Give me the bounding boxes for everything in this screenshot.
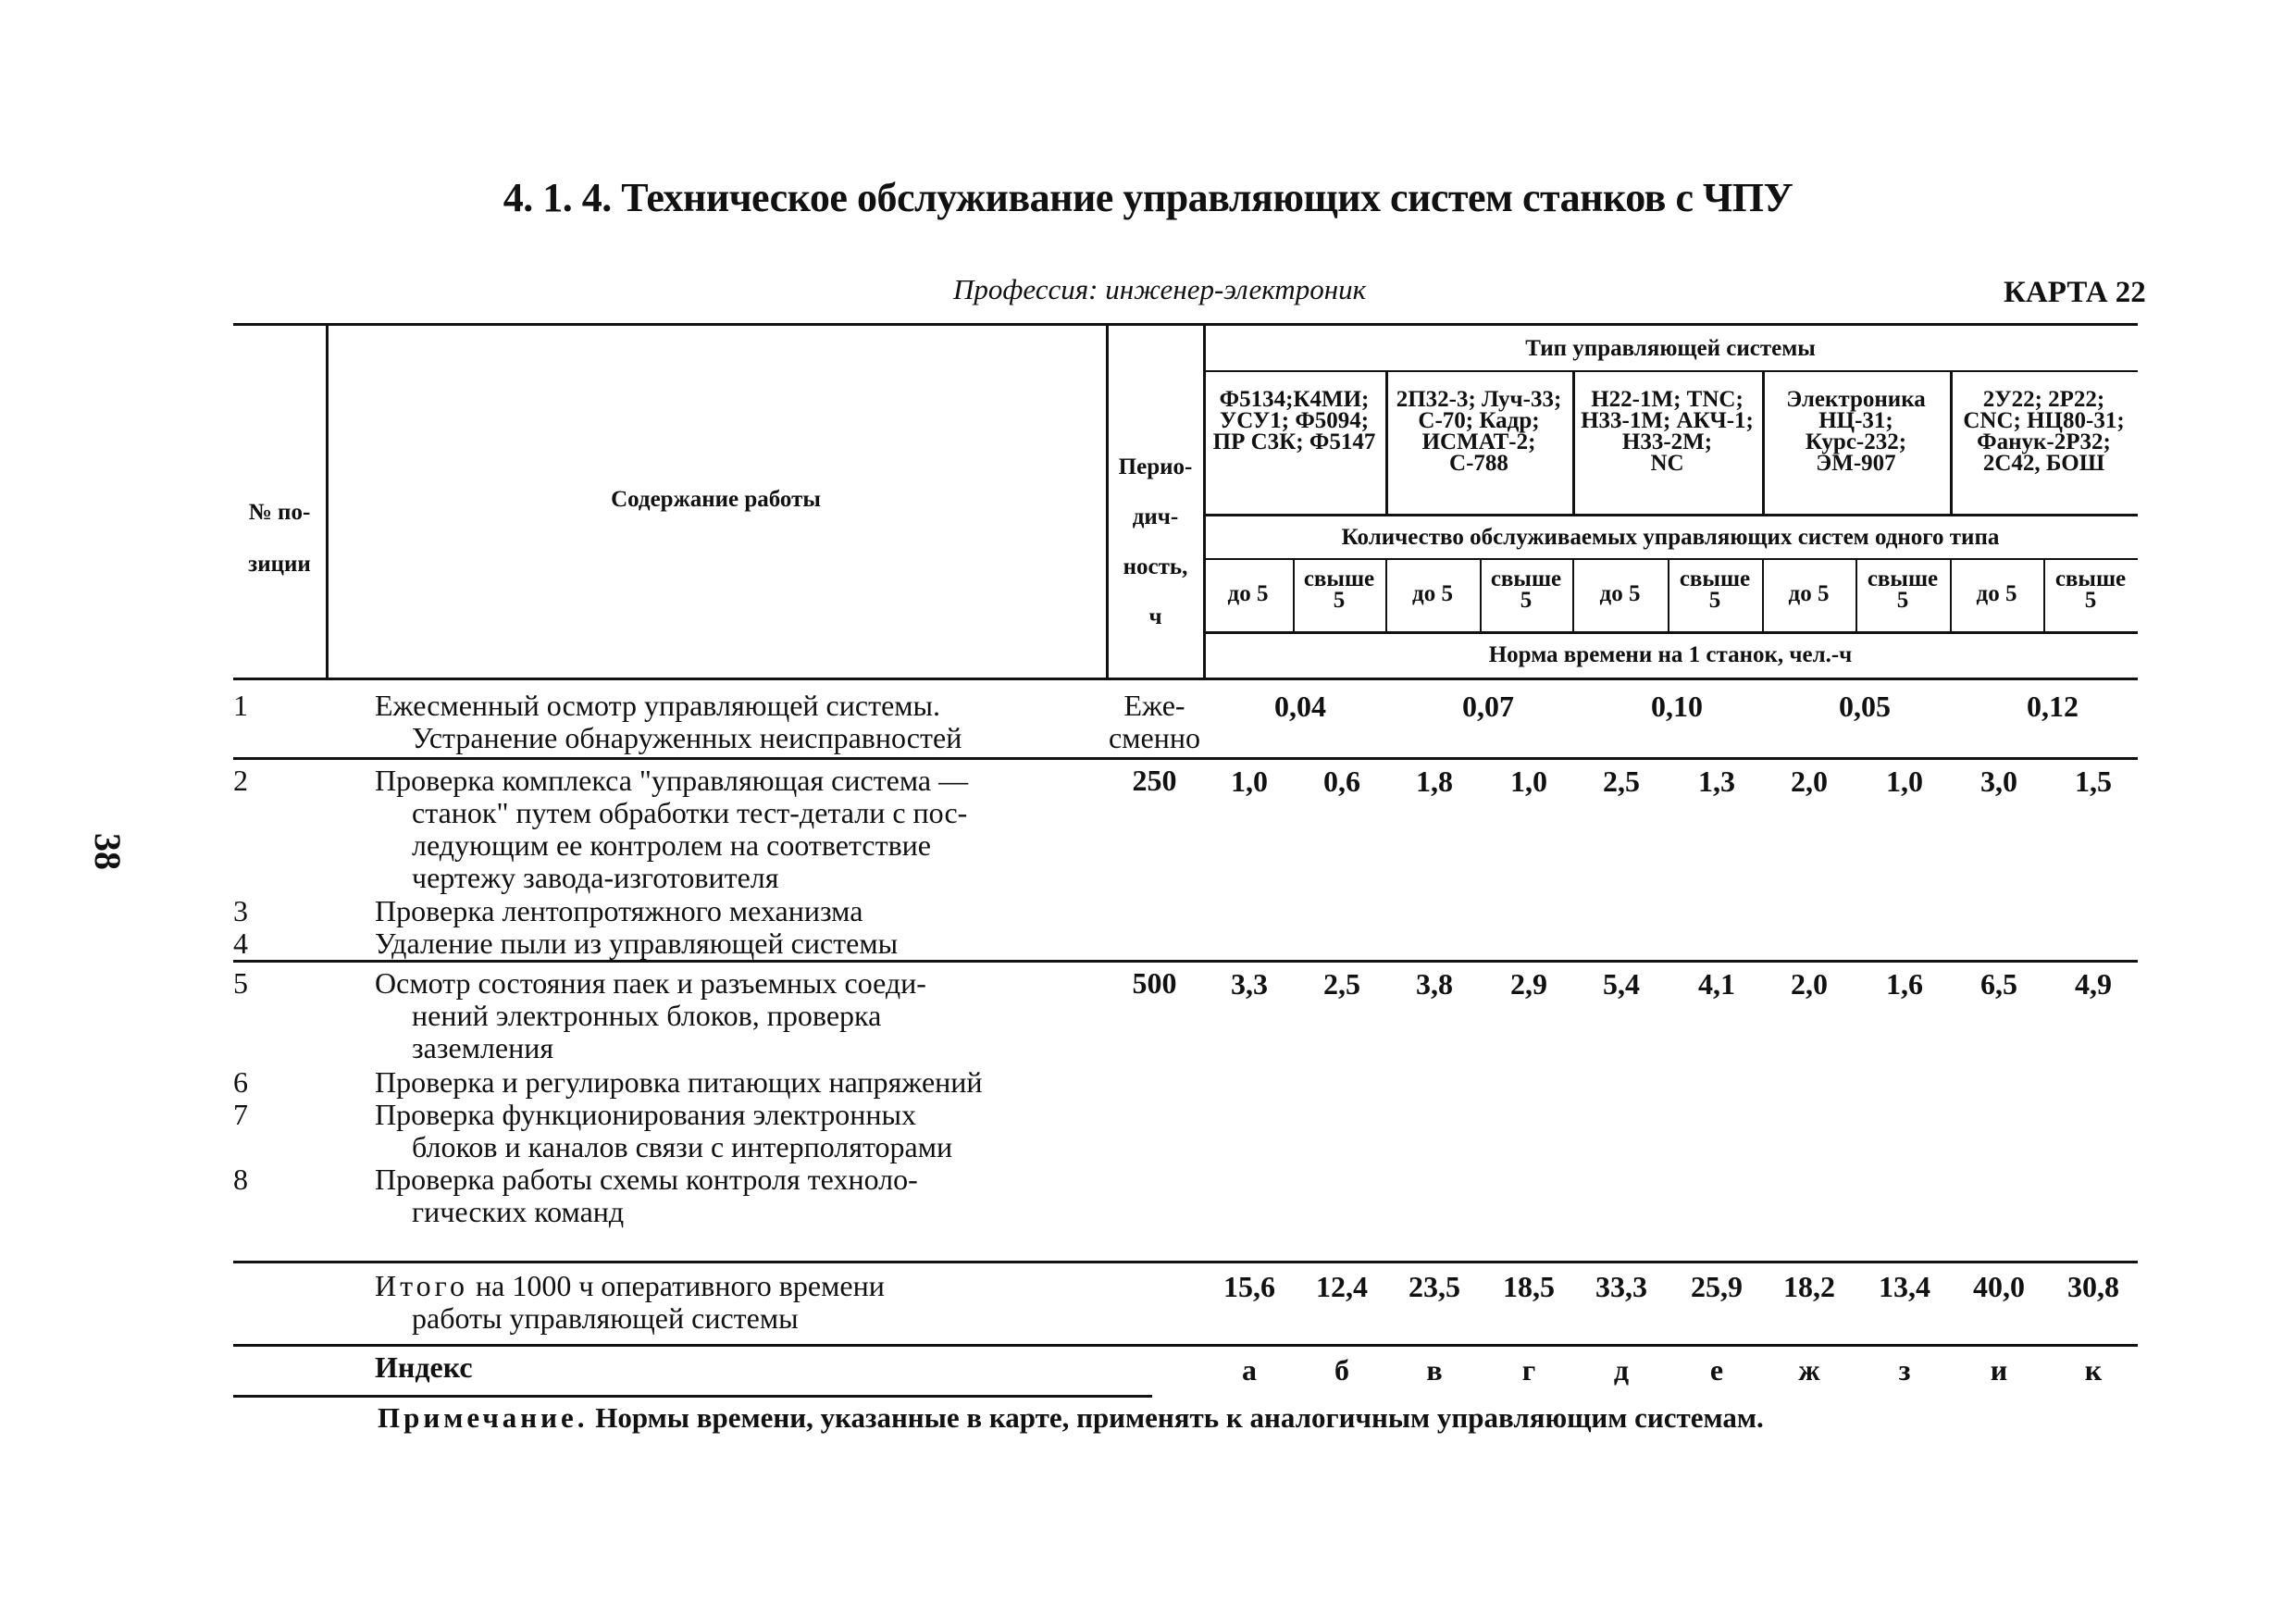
row-value: 2,5	[1323, 967, 1360, 1001]
header-upto5: до 5	[1227, 581, 1269, 606]
footnote-text: Нормы времени, указанные в карте, применять к аналогичным управляющим системам.	[588, 1401, 1764, 1434]
header-content: Содержание работы	[611, 487, 821, 512]
footnote	[378, 1401, 1764, 1435]
row-number: 8	[233, 1163, 248, 1196]
row-number: 5	[233, 966, 248, 1000]
index-value: б	[1334, 1353, 1349, 1387]
row-period: 250	[1132, 764, 1177, 797]
header-position: № по- зиции	[248, 500, 311, 577]
index-label: Индекс	[375, 1350, 473, 1384]
header-over5: свыше 5	[2054, 566, 2127, 613]
index-value: е	[1709, 1353, 1724, 1387]
index-value: г	[1521, 1353, 1536, 1387]
page-number: 38	[87, 833, 129, 870]
row-value: 0,12	[2027, 690, 2079, 723]
header-quantity: Количество обслуживаемых управляющих систем одного типа	[1341, 525, 2000, 550]
header-over5: свыше 5	[1303, 566, 1375, 613]
row-value: 1,6	[1886, 967, 1923, 1001]
row-value: 6,5	[1980, 967, 2017, 1001]
row-number: 7	[233, 1098, 248, 1131]
row-text: Проверка и регулировка питающих напряжений	[375, 1065, 983, 1099]
profession: Профессия: инженер-электроник	[953, 273, 1367, 305]
index-value: а	[1242, 1353, 1257, 1387]
total-label-spaced: Итого	[375, 1269, 468, 1302]
total-value: 15,6	[1223, 1270, 1275, 1303]
row-value: 3,8	[1416, 967, 1453, 1001]
header-upto5: до 5	[1788, 581, 1830, 606]
row-text: Осмотр состояния паек и разъемных соеди- нений электронных блоков, проверка заземления	[375, 966, 926, 1064]
row-value: 1,3	[1698, 765, 1735, 798]
row-value: 1,0	[1510, 765, 1547, 798]
row-value: 3,0	[1980, 765, 2017, 798]
row-value: 0,10	[1651, 690, 1703, 723]
row-value: 0,05	[1839, 690, 1891, 723]
row-value: 2,5	[1603, 765, 1640, 798]
row-number: 3	[233, 894, 248, 927]
header-norm: Норма времени на 1 станок, чел.-ч	[1488, 642, 1853, 667]
total-value: 25,9	[1691, 1270, 1743, 1303]
index-value: и	[1990, 1353, 2008, 1387]
row-text: Ежесменный осмотр управляющей системы. Устранение обнаруженных неисправностей	[375, 689, 962, 754]
footnote-label: Примечание.	[378, 1401, 589, 1434]
row-value: 5,4	[1603, 967, 1640, 1001]
row-text: Удаление пыли из управляющей системы	[375, 927, 899, 960]
index-value: к	[2084, 1353, 2103, 1387]
row-value: 2,0	[1791, 765, 1828, 798]
header-control-type: Тип управляющей системы	[1525, 336, 1816, 361]
row-number: 1	[233, 689, 248, 722]
row-value: 1,0	[1886, 765, 1923, 798]
row-value: 4,9	[2075, 967, 2112, 1001]
row-text: Проверка комплекса "управляющая система — станок" путем обработки тест-детали с пос- ледующим ее контролем на соответствие чертежу завода-изготовителя	[375, 764, 969, 894]
row-value: 2,9	[1510, 967, 1547, 1001]
system-group-4: Электроника НЦ-31; Курс-232; ЭМ-907	[1786, 387, 1926, 476]
total-value: 23,5	[1409, 1270, 1460, 1303]
row-value: 2,0	[1791, 967, 1828, 1001]
total-value: 33,3	[1595, 1270, 1647, 1303]
row-text: Проверка функционирования электронных блоков и каналов связи с интерполяторами	[375, 1098, 953, 1163]
row-number: 4	[233, 927, 248, 960]
row-number: 6	[233, 1065, 248, 1099]
row-text: Проверка лентопротяжного механизма	[375, 894, 863, 927]
total-value: 18,5	[1503, 1270, 1555, 1303]
total-value: 12,4	[1316, 1270, 1368, 1303]
total-value: 13,4	[1879, 1270, 1930, 1303]
page-title: 4. 1. 4. Техническое обслуживание управляющих систем станков с ЧПУ	[503, 175, 1793, 220]
total-label	[375, 1270, 885, 1335]
row-value: 1,0	[1231, 765, 1268, 798]
header-period: Перио- дич- ность, ч	[1118, 454, 1193, 629]
index-value: з	[1898, 1353, 1911, 1387]
system-group-1: Ф5134;К4МИ; УСУ1; Ф5094; ПР С3К; Ф5147	[1212, 387, 1376, 454]
row-value: 0,04	[1274, 690, 1326, 723]
total-value: 30,8	[2067, 1270, 2119, 1303]
card-number: КАРТА 22	[2004, 276, 2146, 309]
system-group-2: 2П32-3; Луч-33; С-70; Кадр; ИСМАТ-2; С-788	[1396, 387, 1562, 476]
index-value: д	[1613, 1353, 1630, 1387]
row-number: 2	[233, 764, 248, 797]
row-period: 500	[1132, 966, 1177, 1000]
row-text: Проверка работы схемы контроля техноло- гических команд	[375, 1163, 918, 1228]
total-value: 18,2	[1783, 1270, 1835, 1303]
index-value: ж	[1798, 1353, 1820, 1387]
system-group-5: 2У22; 2Р22; CNC; НЦ80-31; Фанук-2Р32; 2С42, БОШ	[1963, 387, 2125, 476]
system-group-3: Н22-1М; TNC; Н33-1М; АКЧ-1; Н33-2М; NC	[1581, 387, 1754, 476]
total-value: 40,0	[1973, 1270, 2025, 1303]
row-value: 4,1	[1698, 967, 1735, 1001]
header-over5: свыше 5	[1867, 566, 1939, 613]
row-value: 1,5	[2075, 765, 2112, 798]
row-value: 0,6	[1323, 765, 1360, 798]
row-value: 0,07	[1462, 690, 1514, 723]
row-period: Еже- сменно	[1109, 689, 1200, 754]
header-upto5: до 5	[1412, 581, 1453, 606]
header-upto5: до 5	[1976, 581, 2017, 606]
index-value: в	[1426, 1353, 1443, 1387]
header-over5: свыше 5	[1679, 566, 1751, 613]
total-label-rest: на 1000 ч оперативного времени работы управляющей системы	[412, 1269, 885, 1335]
row-value: 1,8	[1416, 765, 1453, 798]
row-value: 3,3	[1231, 967, 1268, 1001]
header-upto5: до 5	[1599, 581, 1641, 606]
header-over5: свыше 5	[1490, 566, 1562, 613]
